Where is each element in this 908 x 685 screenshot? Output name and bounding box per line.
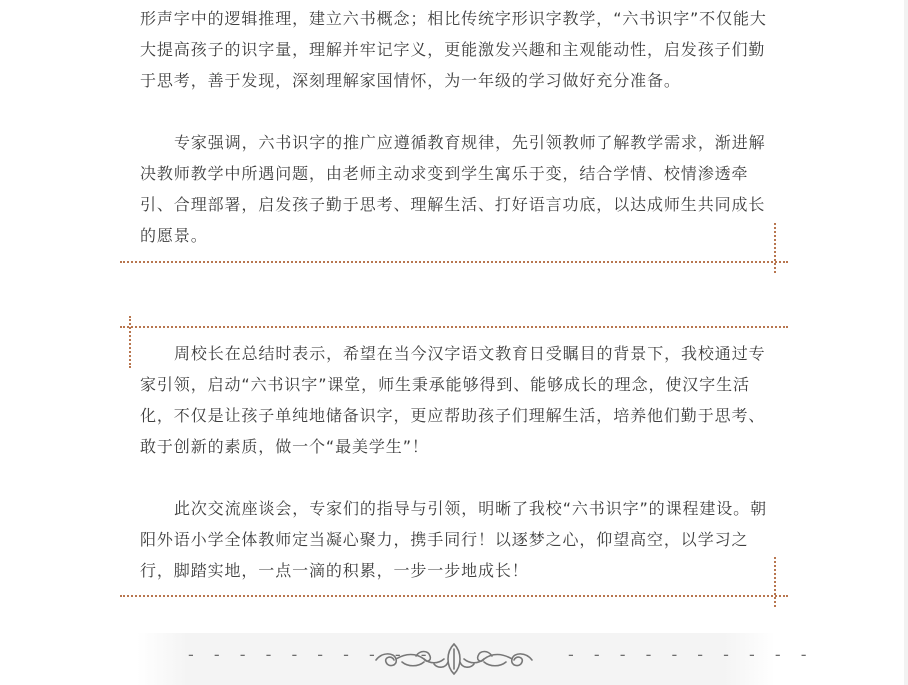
paragraph-2: 专家强调，六书识字的推广应遵循教育规律，先引领教师了解教学需求，渐进解决教师教学中所遇问题，由老师主动求变到学生寓乐于变，结合学情、校情渗透牵引、合理部署，启发孩子勤于思考、理解生活、打好语言功底，以达成师生共同成长的愿景。 [140, 133, 766, 245]
flourish-divider-icon [372, 640, 536, 678]
paragraph-4: 此次交流座谈会，专家们的指导与引领，明晰了我校“六书识字”的课程建设。朝阳外语小学全体教师定当凝心聚力，携手同行！以逐梦之心，仰望高空，以学习之行，脚踏实地，一点一滴的积累，一步一步地成长！ [140, 499, 767, 580]
dotted-border-right [774, 223, 776, 273]
dotted-border-left [129, 316, 131, 368]
scrollbar-track[interactable] [904, 0, 908, 685]
paragraph-1: 形声字中的逻辑推理，建立六书概念；相比传统字形识字教学，“六书识字”不仅能大大提高孩子的识字量，理解并牢记字义，更能激发兴趣和主观能动性，启发孩子们勤于思考，善于发现，深刻理解家国情怀，为一年级的学习做好充分准备。 [140, 9, 767, 90]
dotted-border-top [120, 326, 788, 328]
dotted-border-bottom [120, 261, 788, 263]
paragraph-3: 周校长在总结时表示，希望在当今汉字语文教育日受瞩目的背景下，我校通过专家引领，启动“六书识字”课堂，师生秉承能够得到、能够成长的理念，使汉字生活化，不仅是让孩子单纯地储备识字，更应帮助孩子们理解生活，培养他们勤于思考、敢于创新的素质，做一个“最美学生”！ [140, 344, 766, 456]
dotted-border-bottom-2 [120, 595, 788, 597]
dotted-border-right-2 [774, 557, 776, 607]
footer-dashes-left: - - - - - - - - - - [188, 645, 435, 664]
footer-dashes-right: - - - - - - - - - - [568, 645, 815, 664]
